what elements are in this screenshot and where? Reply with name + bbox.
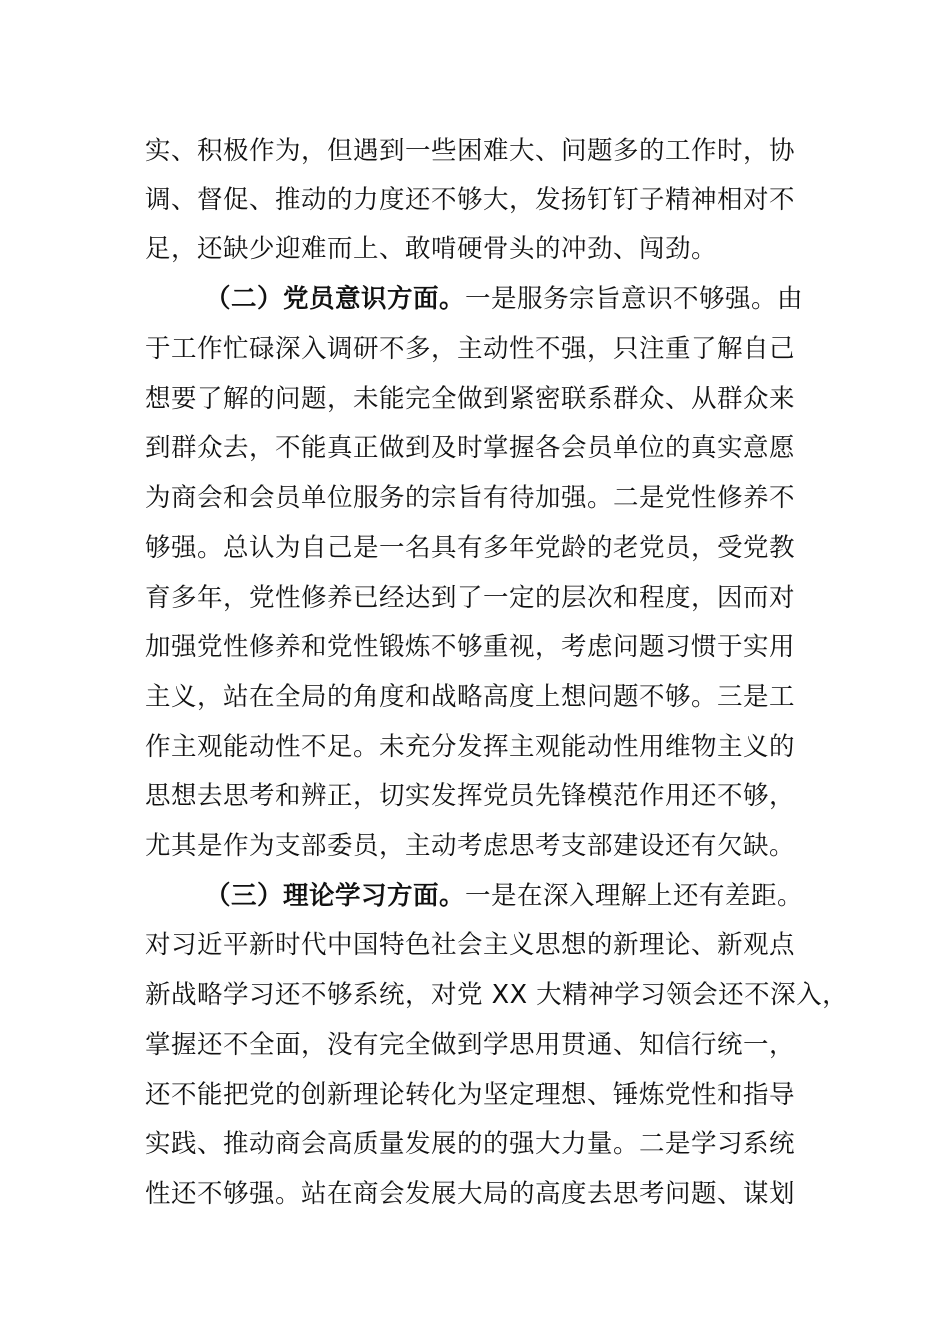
- text-span: 一是在深入理解上还有差距。: [465, 881, 804, 911]
- text-line: 新战略学习还不够系统，对党 XX 大精神学习领会还不深入，: [145, 980, 849, 1010]
- text-line: 主义，站在全局的角度和战略高度上想问题不够。三是工: [145, 682, 796, 712]
- text-line: 实践、推动商会高质量发展的的强大力量。二是学习系统: [145, 1129, 796, 1159]
- text-line: 到群众去，不能真正做到及时掌握各会员单位的真实意愿: [145, 433, 796, 463]
- text-line: 想要了解的问题，未能完全做到紧密联系群众、从群众来: [145, 384, 796, 414]
- section-heading: （三）理论学习方面。: [205, 881, 466, 911]
- text-line: 还不能把党的创新理论转化为坚定理想、锤炼党性和指导: [145, 1080, 796, 1110]
- text-line: 掌握还不全面，没有完全做到学思用贯通、知信行统一，: [145, 1030, 796, 1060]
- text-line: 调、督促、推动的力度还不够大，发扬钉钉子精神相对不: [145, 185, 796, 215]
- text-line: 尤其是作为支部委员，主动考虑思考支部建设还有欠缺。: [145, 831, 796, 861]
- text-line: 于工作忙碌深入调研不多，主动性不强，只注重了解自己: [145, 334, 796, 364]
- text-line: 为商会和会员单位服务的宗旨有待加强。二是党性修养不: [145, 483, 796, 513]
- text-line: 加强党性修养和党性锻炼不够重视，考虑问题习惯于实用: [145, 632, 796, 662]
- section-heading: （二）党员意识方面。: [205, 284, 466, 314]
- text-line: 够强。总认为自己是一名具有多年党龄的老党员，受党教: [145, 533, 796, 563]
- section-two-first-line: [205, 281, 905, 317]
- text-line: 性还不够强。站在商会发展大局的高度去思考问题、谋划: [145, 1179, 796, 1209]
- text-line: 对习近平新时代中国特色社会主义思想的新理论、新观点: [145, 930, 796, 960]
- text-line: 作主观能动性不足。未充分发挥主观能动性用维物主义的: [145, 732, 796, 762]
- section-three-first-line: [205, 878, 905, 914]
- text-line: 思想去思考和辨正，切实发挥党员先锋模范作用还不够，: [145, 781, 796, 811]
- text-span: 一是服务宗旨意识不够强。由: [465, 284, 804, 314]
- text-line: 实、积极作为，但遇到一些困难大、问题多的工作时，协: [145, 136, 796, 166]
- text-line: 足，还缺少迎难而上、敢啃硬骨头的冲劲、闯劲。: [145, 234, 718, 264]
- text-line: 育多年，党性修养已经达到了一定的层次和程度，因而对: [145, 583, 796, 613]
